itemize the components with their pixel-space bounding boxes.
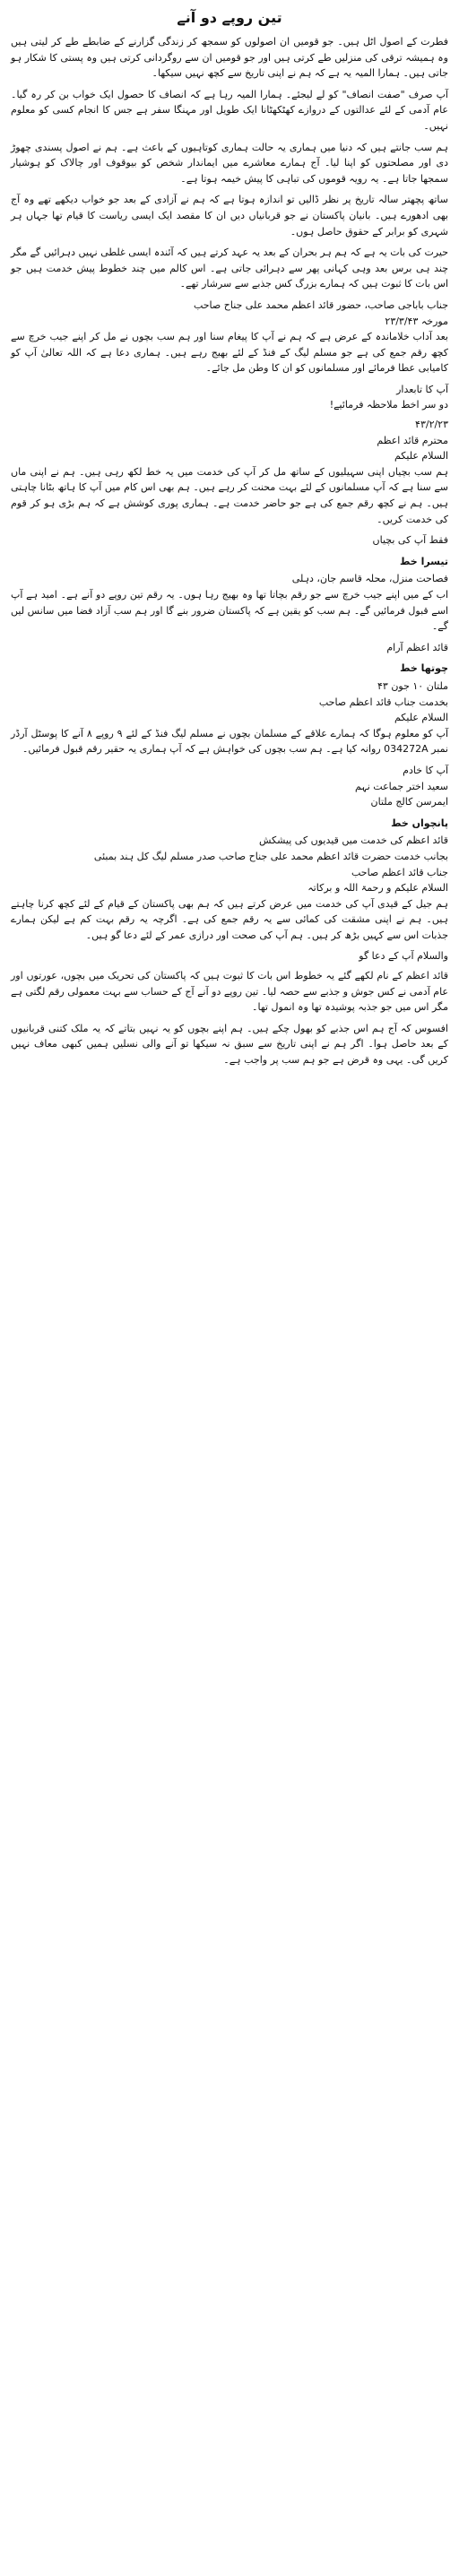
letter-three-label: تیسرا خط — [400, 555, 448, 567]
letter-four-name: ایمرسن کالج ملتان — [370, 796, 448, 808]
letter-five-body: ہم جیل کے قیدی آپ کی خدمت میں عرض کرتے ہیں کہ ہم بھی پاکستان کے قیام کے لئے کچھ کرنا چاہتے ہیں۔ ہم نے اپنی مشقت کی کمائی سے یہ رقم جمع کی ہے۔ اگرچہ یہ رقم بہت کم ہے لیکن ہمارے جذبات اس سے کہیں بڑھ کر ہیں۔ ہم آپ کی صحت اور درازی عمر کے لئے دعا گو ہیں۔ — [11, 897, 448, 941]
letter-four-closing: آپ کا خادم — [403, 764, 448, 776]
letter-five — [11, 816, 448, 964]
letter-four-name: سعید اختر جماعت نہم — [354, 780, 448, 792]
letter-five-label: پانچواں خط — [391, 817, 448, 829]
intro-paragraph: حیرت کی بات یہ ہے کہ ہم ہر بحران کے بعد یہ عہد کرتے ہیں کہ آئندہ ایسی غلطی نہیں دہرائیں گے مگر چند ہی برس بعد وہی کہانی پھر سے دہرائی جاتی ہے۔ اس کالم میں چند خطوط پیش خدمت ہیں جو اس بات کا ثبوت ہیں کہ ہمارے بزرگ کس جذبے سے سرشار تھے۔ — [11, 246, 448, 290]
letter-four-label: چوتھا خط — [400, 662, 448, 675]
letter-one-body: بعد آداب خلاماندہ کے عرض ہے کہ ہم نے آپ کا پیغام سنا اور ہم سب بچوں نے مل کر اپنے جیب خرچ سے کچھ رقم جمع کی ہے جو مسلم لیگ کے فنڈ کے لئے بھیج رہے ہیں۔ ہماری دعا ہے کہ اللہ تعالیٰ آپ کو کامیابی عطا فرمائے اور مسلمانوں کو ان کا وطن مل جائے۔ — [11, 331, 448, 375]
letter-five-salutation: السلام علیکم و رحمۃ اللہ و برکاتہ — [307, 882, 448, 895]
letter-one — [11, 298, 448, 413]
closing-paragraph: افسوس کہ آج ہم اس جذبے کو بھول چکے ہیں۔ ہم اپنے بچوں کو یہ نہیں بتاتے کہ یہ ملک کتنی قربانیوں کے بعد حاصل ہوا۔ اگر ہم نے اپنی تاریخ سے سبق نہ سیکھا تو آنے والی نسلیں ہمیں کبھی معاف نہیں کریں گی۔ یہی وہ قرض ہے جو ہم سب پر واجب ہے۔ — [11, 1022, 448, 1067]
letter-four-greeting: بخدمت جناب قائد اعظم صاحب — [318, 696, 448, 708]
letter-two-date: ۴۳/۲/۲۳ — [415, 419, 448, 431]
letter-four-date: ملتان ۱۰ جون ۴۳ — [377, 679, 448, 692]
letter-three-signature: قائد اعظم آرام — [386, 641, 448, 653]
column-title: تین روپے دو آنے — [177, 9, 282, 26]
letter-one-closing: آپ کا تابعدار — [396, 383, 448, 395]
letter-two-greeting: محترم قائد اعظم — [377, 434, 448, 446]
letter-four-salutation: السلام علیکم — [394, 712, 448, 724]
letter-three-body: اب کے میں اپنے جیب خرچ سے جو رقم بچاتا تھا وہ بھیج رہا ہوں۔ یہ رقم تین روپے دو آنے ہے۔ امید ہے آپ اسے قبول فرمائیں گے۔ ہم سب کو یقین ہے کہ پاکستان ضرور بنے گا اور ہم سب آزاد فضا میں سانس لیں گے۔ — [11, 589, 448, 633]
letter-two-salutation: السلام علیکم — [394, 450, 448, 462]
closing-paragraph: قائد اعظم کے نام لکھے گئے یہ خطوط اس بات کا ثبوت ہیں کہ پاکستان کی تحریک میں بچوں، عورتوں اور عام آدمی نے کس جوش و جذبے سے حصہ لیا۔ تین روپے دو آنے آج کے حساب سے بہت معمولی رقم لگتی ہے مگر اس میں جو جذبہ پوشیدہ تھا وہ انمول تھا۔ — [11, 970, 448, 1014]
letter-four — [11, 661, 448, 809]
letter-one-date: مورخہ ۲۳/۳/۴۳ — [385, 315, 448, 327]
letter-two-body: ہم سب بچیاں اپنی سہیلیوں کے ساتھ مل کر آپ کی خدمت میں یہ خط لکھ رہی ہیں۔ ہم نے اپنی ماں سے سنا ہے کہ آپ مسلمانوں کے لئے بہت محنت کر رہے ہیں۔ ہم بھی اس کام میں آپ کا ہاتھ بٹانا چاہتی ہیں۔ ہم نے کچھ رقم جمع کی ہے جو حاضر خدمت ہے۔ ہماری پوری کوشش ہے کہ ہم بڑی ہو کر قوم کی خدمت کریں۔ — [11, 465, 448, 525]
letter-two — [11, 417, 448, 549]
letter-five-recipient: بجانب خدمت حضرت قائد اعظم محمد علی جناح صاحب صدر مسلم لیگ کل ہند بمبئی — [93, 850, 448, 862]
letter-one-note: دو سر اخط ملاحظہ فرمائیے! — [329, 399, 448, 411]
letter-five-greeting: جناب قائد اعظم صاحب — [351, 866, 448, 878]
letter-five-closing: والسلام آپ کے دعا گو — [359, 950, 448, 963]
letter-three — [11, 554, 448, 656]
intro-paragraph: آپ صرف "صفت انصاف" کو لے لیجئے۔ ہمارا المیہ رہا ہے کہ انصاف کا حصول ایک خواب بن کر رہ گیا۔ عام آدمی کے لئے عدالتوں کے دروازے کھٹکھٹانا ایک طویل اور مہنگا سفر ہے جس کا انجام کسی کو معلوم نہیں۔ — [11, 88, 448, 132]
letter-one-heading: جناب باباجی صاحب، حضور قائد اعظم محمد علی جناح صاحب — [193, 298, 448, 311]
letter-two-signature: فقط آپ کی بچیاں — [372, 534, 448, 547]
intro-paragraph: فطرت کے اصول اٹل ہیں۔ جو قومیں ان اصولوں کو سمجھ کر زندگی گزارنے کے ضابطے طے کر لیتی ہیں وہ ہمیشہ ترقی کی منزلیں طے کرتی ہیں اور جو قومیں ان سے روگردانی کرتی ہیں وہ پستی کا شکار ہو جاتی ہیں۔ ہمارا المیہ یہ ہے کہ ہم نے اپنی تاریخ سے کچھ نہیں سیکھا۔ — [11, 36, 448, 80]
letter-five-heading: قائد اعظم کی خدمت میں قیدیوں کی پیشکش — [258, 834, 448, 847]
letter-three-address: فصاحت منزل، محلہ قاسم جان، دہلی — [291, 573, 448, 585]
intro-paragraph: ہم سب جانتے ہیں کہ دنیا میں ہماری یہ حالت ہماری کوتاہیوں کے باعث ہے۔ ہم نے اصول پسندی چھوڑ دی اور مصلحتوں کو اپنا لیا۔ آج ہمارے معاشرے میں ایماندار شخص کو بیوقوف اور چالاک کو ہوشیار سمجھا جاتا ہے۔ یہ رویہ قوموں کی تباہی کا پیش خیمہ ہوتا ہے۔ — [11, 141, 448, 185]
letter-four-body: آپ کو معلوم ہوگا کہ ہمارے علاقے کے مسلمان بچوں نے مسلم لیگ فنڈ کے لئے ۹ روپے ۸ آنے کا پوسٹل آرڈر نمبر 034272A روانہ کیا ہے۔ ہم سب بچوں کی خواہش ہے کہ آپ ہماری یہ حقیر رقم قبول فرمائیں۔ — [11, 727, 449, 756]
intro-paragraph: ساتھ پچھتر سالہ تاریخ پر نظر ڈالیں تو اندازہ ہوتا ہے کہ ہم نے آزادی کے بعد جو خواب دیکھے تھے وہ آج بھی ادھورے ہیں۔ بانیان پاکستان نے جو قربانیاں دیں ان کا مقصد ایک ایسی ریاست کا قیام تھا جہاں ہر شہری کو برابر کے حقوق حاصل ہوں۔ — [11, 194, 448, 238]
